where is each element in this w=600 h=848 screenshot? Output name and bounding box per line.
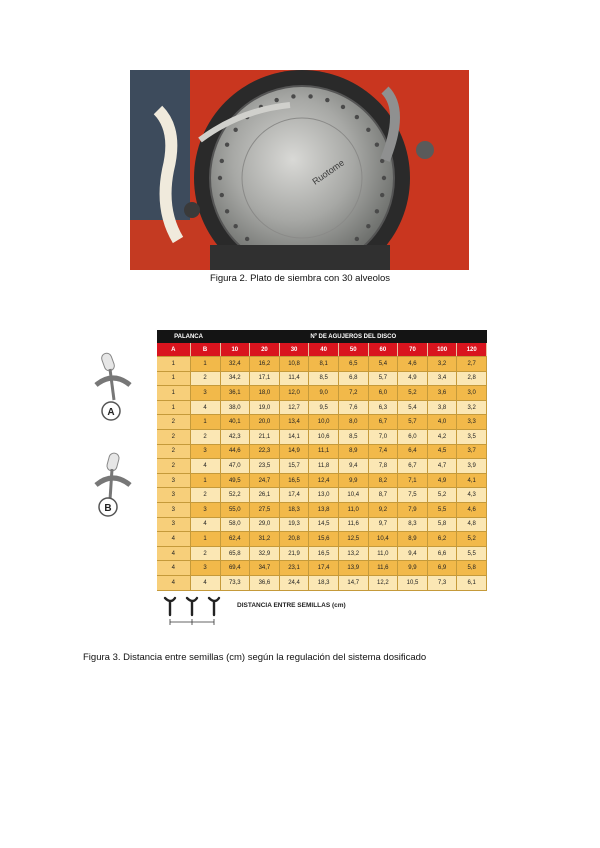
lever-diagram [88, 345, 138, 525]
distance-cell: 69,4 [220, 561, 250, 576]
distance-cell: 14,7 [338, 575, 368, 590]
distance-cell: 58,0 [220, 517, 250, 532]
distance-cell: 5,4 [368, 357, 398, 372]
distance-cell: 7,4 [368, 444, 398, 459]
distance-cell: 19,0 [250, 400, 280, 415]
distance-cell: 8,9 [398, 532, 428, 547]
distance-cell: 34,7 [250, 561, 280, 576]
lever-b-cell: 2 [190, 429, 220, 444]
distance-cell: 6,7 [398, 459, 428, 474]
lever-a-cell: 2 [157, 444, 190, 459]
distance-cell: 5,2 [398, 386, 428, 401]
lever-b-cell: 2 [190, 546, 220, 561]
lever-b-cell: 1 [190, 532, 220, 547]
distance-cell: 6,2 [427, 532, 457, 547]
table-row [157, 459, 487, 474]
distance-cell: 8,9 [338, 444, 368, 459]
distance-cell: 4,1 [457, 473, 487, 488]
disc-brand-text: Ruotome [310, 157, 347, 187]
distance-cell: 14,9 [279, 444, 309, 459]
distance-cell: 21,9 [279, 546, 309, 561]
distance-cell: 13,2 [338, 546, 368, 561]
distance-cell: 16,5 [279, 473, 309, 488]
lever-b-cell: 1 [190, 357, 220, 372]
lever-a-cell: 2 [157, 415, 190, 430]
distance-cell: 10,5 [398, 575, 428, 590]
distance-cell: 16,5 [309, 546, 339, 561]
lever-a-cell: 1 [157, 357, 190, 372]
lever-a-cell: 3 [157, 488, 190, 503]
lever-a-cell: 4 [157, 532, 190, 547]
lever-a-cell: 4 [157, 575, 190, 590]
distance-cell: 3,8 [427, 400, 457, 415]
distance-cell: 2,7 [457, 357, 487, 372]
lever-b-cell: 4 [190, 517, 220, 532]
distance-cell: 3,6 [427, 386, 457, 401]
distance-cell: 7,1 [398, 473, 428, 488]
disc-hole [218, 176, 222, 180]
distance-cell: 8,1 [309, 357, 339, 372]
distance-cell: 32,9 [250, 546, 280, 561]
distance-cell: 5,4 [398, 400, 428, 415]
lever-b-cell: 3 [190, 561, 220, 576]
lever-b-cell: 3 [190, 386, 220, 401]
distance-cell: 18,3 [309, 575, 339, 590]
distance-cell: 4,3 [457, 488, 487, 503]
disc-hole [380, 193, 384, 197]
col-header-holes: 30 [279, 343, 309, 357]
lever-b-cell: 1 [190, 415, 220, 430]
distance-cell: 24,7 [250, 473, 280, 488]
legend-label: DISTANCIA ENTRE SEMILLAS (cm) [237, 602, 346, 609]
distance-cell: 10,0 [309, 415, 339, 430]
distance-cell: 15,6 [309, 532, 339, 547]
distance-cell: 29,0 [250, 517, 280, 532]
distance-cell: 8,0 [338, 415, 368, 430]
col-header-holes: 120 [457, 343, 487, 357]
distance-cell: 5,7 [398, 415, 428, 430]
distance-cell: 4,5 [427, 444, 457, 459]
col-header-holes: 20 [250, 343, 280, 357]
distance-cell: 36,6 [250, 575, 280, 590]
distance-cell: 6,5 [338, 357, 368, 372]
distance-cell: 6,9 [427, 561, 457, 576]
distance-cell: 3,2 [457, 400, 487, 415]
disc-hole [245, 237, 249, 241]
distance-cell: 62,4 [220, 532, 250, 547]
col-header-holes: 50 [338, 343, 368, 357]
lever-a-label: A [107, 407, 115, 418]
lever-group-header: PALANCA [157, 330, 220, 343]
lever-b-label: B [104, 503, 112, 514]
distance-cell: 10,8 [279, 357, 309, 372]
distance-cell: 9,4 [398, 546, 428, 561]
distance-cell: 36,1 [220, 386, 250, 401]
disc-hole [341, 105, 345, 109]
distance-cell: 14,5 [309, 517, 339, 532]
distance-cell: 5,2 [457, 532, 487, 547]
distance-cell: 12,7 [279, 400, 309, 415]
distance-cell: 4,0 [427, 415, 457, 430]
table-row [157, 517, 487, 532]
disc-hole [366, 224, 370, 228]
seed-distance-table [157, 330, 487, 591]
distance-cell: 2,8 [457, 371, 487, 386]
distance-cell: 8,5 [309, 371, 339, 386]
distance-cell: 9,9 [398, 561, 428, 576]
distance-cell: 21,1 [250, 429, 280, 444]
distance-cell: 13,8 [309, 502, 339, 517]
distance-cell: 3,5 [457, 429, 487, 444]
table-row [157, 371, 487, 386]
distance-cell: 4,9 [398, 371, 428, 386]
distance-cell: 15,7 [279, 459, 309, 474]
distance-cell: 10,4 [368, 532, 398, 547]
distance-cell: 13,9 [338, 561, 368, 576]
distance-cell: 12,5 [338, 532, 368, 547]
distance-cell: 9,4 [338, 459, 368, 474]
distance-cell: 65,8 [220, 546, 250, 561]
col-header-holes: 40 [309, 343, 339, 357]
distance-cell: 11,0 [368, 546, 398, 561]
table-row [157, 357, 487, 372]
holes-group-header: Nº DE AGUJEROS DEL DISCO [220, 330, 486, 343]
distance-cell: 5,7 [368, 371, 398, 386]
distance-cell: 23,1 [279, 561, 309, 576]
distance-cell: 22,3 [250, 444, 280, 459]
disc-hole [382, 176, 386, 180]
table-row [157, 386, 487, 401]
distance-cell: 11,6 [338, 517, 368, 532]
distance-cell: 7,5 [398, 488, 428, 503]
distance-cell: 4,2 [427, 429, 457, 444]
distance-cell: 11,1 [309, 444, 339, 459]
lever-a-cell: 2 [157, 459, 190, 474]
col-header-holes: 100 [427, 343, 457, 357]
distance-cell: 19,3 [279, 517, 309, 532]
lever-b-cell: 4 [190, 400, 220, 415]
distance-cell: 5,5 [457, 546, 487, 561]
disc-hole [291, 94, 295, 98]
col-header-a: A [157, 343, 190, 357]
table-row [157, 532, 487, 547]
distance-cell: 12,0 [279, 386, 309, 401]
distance-cell: 6,4 [398, 444, 428, 459]
lever-a-cell: 3 [157, 502, 190, 517]
seed-plate-photo [130, 70, 469, 270]
distance-cell: 7,0 [368, 429, 398, 444]
distance-cell: 11,4 [279, 371, 309, 386]
lever-a-cell: 4 [157, 546, 190, 561]
distance-cell: 42,3 [220, 429, 250, 444]
distance-cell: 4,6 [457, 502, 487, 517]
distance-cell: 8,2 [368, 473, 398, 488]
table-row [157, 546, 487, 561]
figure-3-caption: Figura 3. Distancia entre semillas (cm) según la regulación del sistema dosificado [83, 652, 427, 663]
distance-cell: 3,9 [457, 459, 487, 474]
lever-a-cell: 2 [157, 429, 190, 444]
distance-cell: 6,6 [427, 546, 457, 561]
distance-cell: 17,1 [250, 371, 280, 386]
distance-cell: 6,0 [368, 386, 398, 401]
distance-cell: 6,0 [398, 429, 428, 444]
disc-hole [225, 209, 229, 213]
distance-cell: 10,4 [338, 488, 368, 503]
lever-b-cell: 4 [190, 459, 220, 474]
table-body [157, 357, 487, 591]
lever-b-cell: 3 [190, 444, 220, 459]
distance-cell: 18,0 [250, 386, 280, 401]
lever-b-illustration [96, 452, 130, 516]
distance-cell: 5,2 [427, 488, 457, 503]
distance-cell: 6,8 [338, 371, 368, 386]
distance-cell: 3,7 [457, 444, 487, 459]
distance-cell: 12,4 [309, 473, 339, 488]
distance-cell: 8,5 [338, 429, 368, 444]
distance-cell: 4,8 [457, 517, 487, 532]
table-row [157, 429, 487, 444]
distance-cell: 10,6 [309, 429, 339, 444]
lever-b-cell: 2 [190, 488, 220, 503]
distance-cell: 3,2 [427, 357, 457, 372]
distance-cell: 6,3 [368, 400, 398, 415]
table-row [157, 473, 487, 488]
distance-cell: 18,3 [279, 502, 309, 517]
distance-cell: 6,7 [368, 415, 398, 430]
disc-hole [355, 115, 359, 119]
distance-cell: 20,0 [250, 415, 280, 430]
distance-cell: 8,3 [398, 517, 428, 532]
distance-cell: 47,0 [220, 459, 250, 474]
distance-cell: 31,2 [250, 532, 280, 547]
disc-hole [220, 193, 224, 197]
lever-b-cell: 4 [190, 575, 220, 590]
distance-cell: 11,6 [368, 561, 398, 576]
lever-a-cell: 1 [157, 386, 190, 401]
distance-cell: 3,0 [457, 386, 487, 401]
distance-cell: 9,2 [368, 502, 398, 517]
lever-a-illustration [96, 352, 130, 420]
disc-hole [233, 128, 237, 132]
distance-cell: 9,7 [368, 517, 398, 532]
lever-b-cell: 3 [190, 502, 220, 517]
distance-cell: 9,5 [309, 400, 339, 415]
distance-cell: 5,8 [457, 561, 487, 576]
distance-cell: 14,1 [279, 429, 309, 444]
distance-cell: 73,3 [220, 575, 250, 590]
distance-cell: 38,0 [220, 400, 250, 415]
disc-hole [220, 159, 224, 163]
distance-cell: 7,2 [338, 386, 368, 401]
disc-hole [355, 237, 359, 241]
distance-cell: 44,6 [220, 444, 250, 459]
distance-cell: 17,4 [279, 488, 309, 503]
disc-hole [225, 142, 229, 146]
distance-cell: 3,4 [427, 371, 457, 386]
seed-spacing-legend [160, 590, 400, 630]
disc-hole [375, 142, 379, 146]
disc-hole [274, 98, 278, 102]
distance-cell: 20,8 [279, 532, 309, 547]
distance-cell: 7,6 [338, 400, 368, 415]
distance-cell: 11,8 [309, 459, 339, 474]
col-header-holes: 60 [368, 343, 398, 357]
distance-cell: 32,4 [220, 357, 250, 372]
distance-cell: 13,4 [279, 415, 309, 430]
distance-cell: 3,3 [457, 415, 487, 430]
distance-cell: 7,8 [368, 459, 398, 474]
disc-hole [325, 98, 329, 102]
distance-cell: 4,9 [427, 473, 457, 488]
col-header-holes: 70 [398, 343, 428, 357]
distance-cell: 23,5 [250, 459, 280, 474]
distance-cell: 9,0 [309, 386, 339, 401]
distance-cell: 12,2 [368, 575, 398, 590]
distance-cell: 11,0 [338, 502, 368, 517]
lever-b-cell: 2 [190, 371, 220, 386]
distance-cell: 49,5 [220, 473, 250, 488]
distance-cell: 9,9 [338, 473, 368, 488]
col-header-b: B [190, 343, 220, 357]
table-row [157, 444, 487, 459]
distance-cell: 4,6 [398, 357, 428, 372]
col-header-holes: 10 [220, 343, 250, 357]
figure-2-caption: Figura 2. Plato de siembra con 30 alveolos [209, 273, 391, 284]
lever-a-cell: 4 [157, 561, 190, 576]
table-row [157, 400, 487, 415]
disc-hole [366, 128, 370, 132]
lever-b-cell: 1 [190, 473, 220, 488]
lever-a-cell: 1 [157, 400, 190, 415]
disc-hole [308, 94, 312, 98]
table-row [157, 488, 487, 503]
table-row [157, 561, 487, 576]
table-row [157, 415, 487, 430]
disc-hole [233, 224, 237, 228]
seed-spacing-icon [165, 598, 219, 615]
distance-cell: 27,5 [250, 502, 280, 517]
lever-a-cell: 3 [157, 473, 190, 488]
lever-a-cell: 3 [157, 517, 190, 532]
distance-cell: 7,9 [398, 502, 428, 517]
distance-cell: 6,1 [457, 575, 487, 590]
distance-cell: 55,0 [220, 502, 250, 517]
distance-cell: 8,7 [368, 488, 398, 503]
distance-cell: 40,1 [220, 415, 250, 430]
disc-hole [375, 209, 379, 213]
distance-cell: 17,4 [309, 561, 339, 576]
distance-cell: 7,3 [427, 575, 457, 590]
distance-cell: 34,2 [220, 371, 250, 386]
lever-a-cell: 1 [157, 371, 190, 386]
table-row [157, 502, 487, 517]
table-row [157, 575, 487, 590]
distance-cell: 16,2 [250, 357, 280, 372]
distance-cell: 13,0 [309, 488, 339, 503]
distance-cell: 24,4 [279, 575, 309, 590]
distance-cell: 52,2 [220, 488, 250, 503]
distance-cell: 5,5 [427, 502, 457, 517]
distance-cell: 4,7 [427, 459, 457, 474]
distance-cell: 26,1 [250, 488, 280, 503]
distance-cell: 5,8 [427, 517, 457, 532]
